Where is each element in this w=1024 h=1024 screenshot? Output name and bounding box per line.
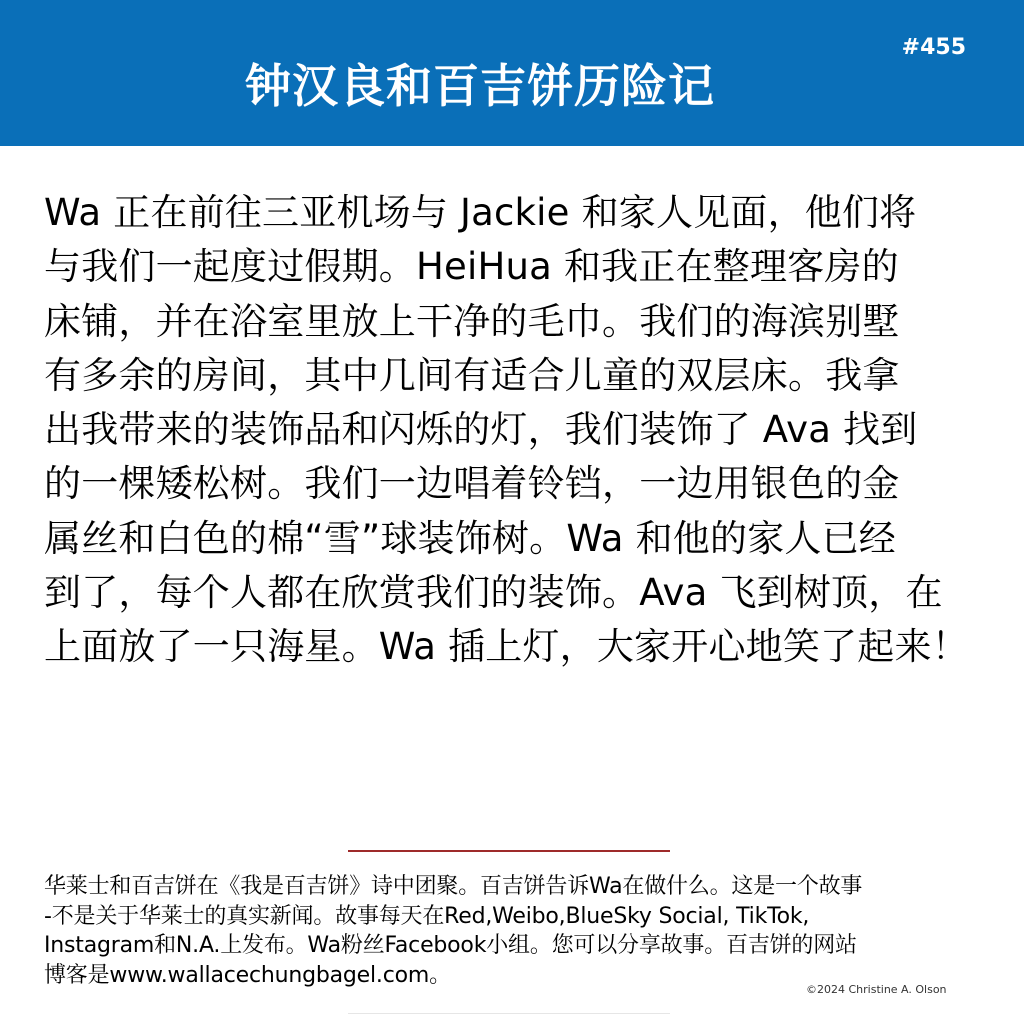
title-banner [0, 0, 1024, 146]
copyright-notice: ©2024 Christine A. Olson [806, 983, 947, 996]
story-line: 出我带来的装饰品和闪烁的灯，我们装饰了 Ava 找到 [44, 408, 918, 452]
footer-line: 华莱士和百吉饼在《我是百吉饼》诗中团聚。百吉饼告诉Wa在做什么。这是一个故事 [44, 874, 863, 899]
footer-line: -不是关于华莱士的真实新闻。故事每天在Red,Weibo,BlueSky Social, TikTok, [44, 903, 810, 929]
story-text [44, 186, 980, 675]
story-line: 上面放了一只海星。Wa 插上灯，大家开心地笑了起来！ [44, 625, 969, 669]
page-title: 钟汉良和百吉饼历险记 [245, 59, 715, 113]
story-line: Wa 正在前往三亚机场与 Jackie 和家人见面，他们将 [44, 191, 917, 234]
footer-note [44, 872, 984, 990]
issue-number: #455 [901, 35, 966, 60]
divider [348, 850, 670, 852]
story-line: 床铺，并在浴室里放上干净的毛巾。我们的海滨别墅 [44, 299, 900, 343]
story-line: 的一棵矮松树。我们一边唱着铃铛，一边用银色的金 [44, 462, 900, 506]
story-line: 与我们一起度过假期。HeiHua 和我正在整理客房的 [44, 245, 899, 289]
footer-line: 博客是www.wallacechungbagel.com。 [44, 962, 451, 988]
bottom-divider [348, 1013, 670, 1014]
story-line: 到了，每个人都在欣赏我们的装饰。Ava 飞到树顶，在 [44, 571, 943, 615]
story-line: 有多余的房间，其中几间有适合儿童的双层床。我拿 [44, 353, 900, 397]
footer-line: Instagram和N.A.上发布。Wa粉丝Facebook小组。您可以分享故事。百吉饼的网站 [44, 933, 857, 958]
story-line: 属丝和白色的棉“雪”球装饰树。Wa 和他的家人已经 [44, 516, 896, 560]
